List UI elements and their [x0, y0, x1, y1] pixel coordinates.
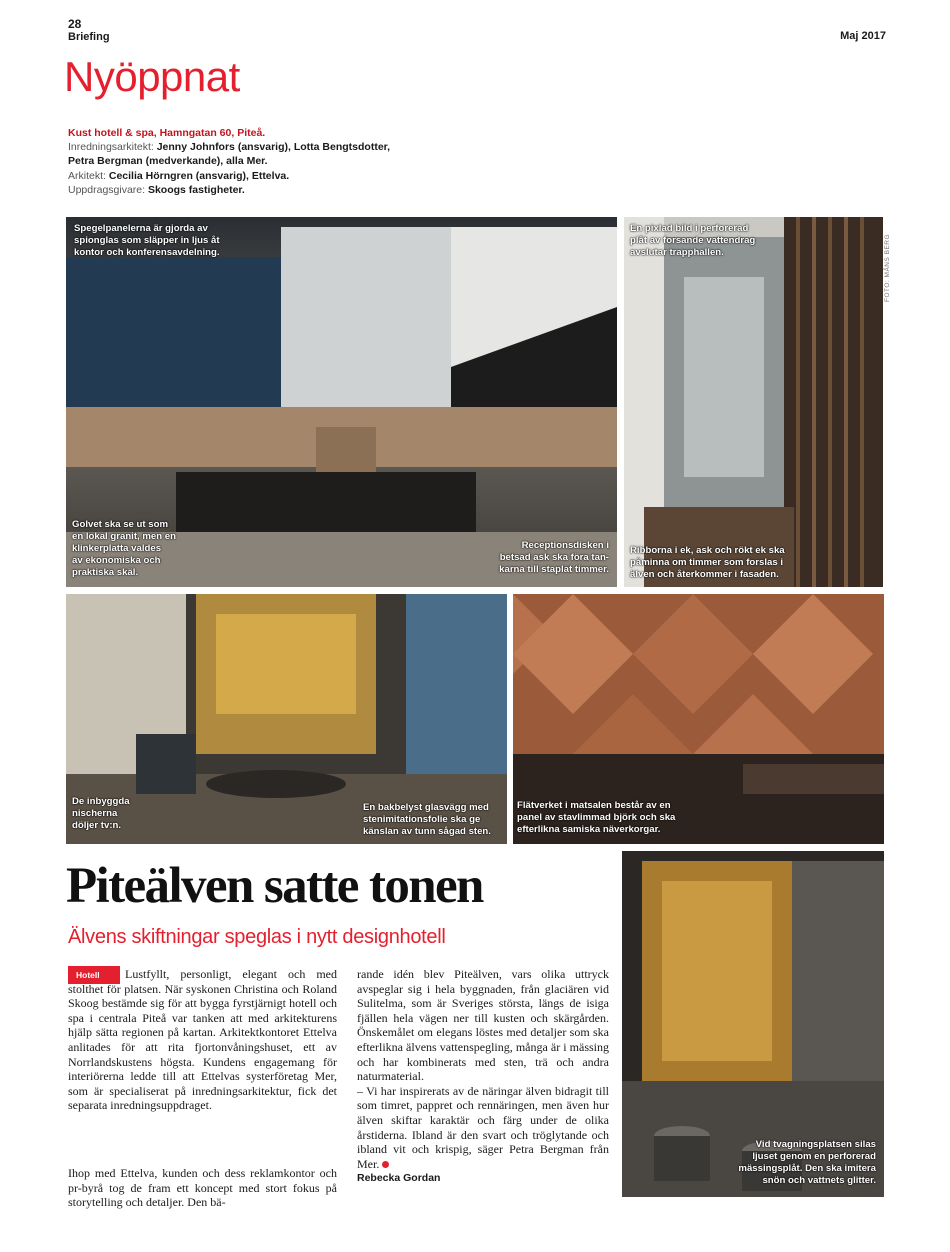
facts-hotel: Kust hotell & spa, Hamngatan 60, Piteå. — [68, 127, 266, 139]
section-kicker: Nyöppnat — [64, 53, 240, 100]
project-facts — [68, 126, 488, 197]
article-headline: Piteälven satte tonen — [66, 858, 483, 914]
lobby-photo — [66, 217, 617, 587]
byline: Rebecka Gordan — [357, 1172, 441, 1185]
article-column-1 — [68, 967, 337, 1113]
article-column-2 — [357, 967, 609, 1186]
article-paragraph-2: Ihop med Ettelva, kunden och dess reklamkontor och pr-byrå tog de fram ett koncept med stort fokus på storytelling och detaljer. Den bä- — [68, 1166, 337, 1210]
caption-lobby-top: Spegelpanelerna är gjorda av spionglas som släpper in ljus åt kontor och konferensavdelning. — [74, 223, 220, 258]
caption-stairwell-top: En pixlad bild i perforerad plåt av forsande vattendrag avslutar trapphallen. — [630, 223, 756, 258]
facts-architect-value: Cecilia Hörngren (ansvarig), Ettelva. — [108, 169, 290, 182]
caption-spa: Vid tvagningsplatsen silas ljuset genom en perforerad mässingsplåt. Den ska imitera snön och vattnets glitter. — [738, 1139, 876, 1186]
issue-date: Maj 2017 — [840, 30, 886, 42]
article-quote: – Vi har inspirerats av de näringar älven bidragit till som timret, pappret och rennäringen, men även hur älven skiftar karaktär och färg under de olika årstiderna. Ibland är den svart och tröglytande och ibland vit och krispig, säger Petra Bergman från Mer. — [357, 1083, 609, 1171]
caption-lounge-tv: De inbyggda nischerna döljer tv:n. — [72, 796, 130, 831]
article-subhead: Älvens skiftningar speglas i nytt designhotell — [68, 926, 446, 948]
caption-stairwell-bottom: Ribborna i ek, ask och rökt ek ska påminna om timmer som forslas i älven och återkommer i fasaden. — [630, 545, 785, 580]
spa-photo — [622, 851, 884, 1197]
caption-lounge-glass: En bakbelyst glasvägg med stenimitationsfolie ska ge känslan av tunn sågad sten. — [363, 802, 491, 837]
category-tag: Hotell — [68, 966, 120, 984]
caption-lobby-floor: Golvet ska se ut som en lokal granit, men en klinkerplatta valdes av ekonomiska och praktiska skäl. — [72, 519, 176, 578]
section-name: Briefing — [68, 31, 110, 43]
page-number: 28 — [68, 17, 82, 31]
facts-interior-value: Jenny Johnfors (ansvarig), Lotta Bengtsdotter, — [156, 141, 391, 154]
end-mark-icon — [382, 1161, 389, 1168]
facts-interior-label: Inredningsarkitekt: — [68, 141, 154, 154]
dining-photo — [513, 594, 884, 844]
article-paragraph-3: rande idén blev Piteälven, vars olika uttryck avspeglar sig i hela byggnaden, från glaciären vid Sulitelma, som är Sveriges största, längs de isiga fjällen hela vägen ner till kusten och skärgården. Önskemålet om elegans löstes med detaljer som ska efterlikna älvens vattenspegling, många är i mässing och har kombinerats med sten, trä och andra naturmaterial. — [357, 967, 609, 1084]
facts-interior-value2: Petra Bergman (medverkande), alla Mer. — [68, 155, 268, 168]
stairwell-photo — [624, 217, 883, 587]
facts-architect-label: Arkitekt: — [68, 169, 106, 182]
photo-credit: FOTO: MÅNS BERG — [884, 233, 891, 302]
caption-dining: Flätverket i matsalen består av en panel av stavlimmad björk och ska efterlikna samiska näverkorgar. — [517, 800, 676, 835]
caption-lobby-desk: Receptionsdisken i betsad ask ska föra tan- karna till staplat timmer. — [499, 540, 609, 575]
facts-client-value: Skoogs fastigheter. — [147, 183, 245, 196]
lounge-photo — [66, 594, 507, 844]
article-paragraph-4 — [357, 1084, 609, 1172]
article-paragraph-1: Lustfyllt, personligt, elegant och med stolthet för platsen. När syskonen Christina och Roland Skoog bestämde sig för att bygga fyrstjärnigt hotell och spa i centrala Piteå var tanken att med arkitekturens hjälp sätta regionen på kartan. Arkitektkontoret Ettelva anlitades för att rita fjortonvåningshuset, ett av Norrlandskustens högsta. Kundens engagemang för interiörerna ledde till att Ettelvas systerföretag Mer, som är specialiserat på inredningsarkitektur, fick det separata inredningsuppdraget. — [68, 967, 337, 1113]
facts-client-label: Uppdragsgivare: — [68, 183, 146, 196]
article-column-1b — [68, 1166, 337, 1210]
